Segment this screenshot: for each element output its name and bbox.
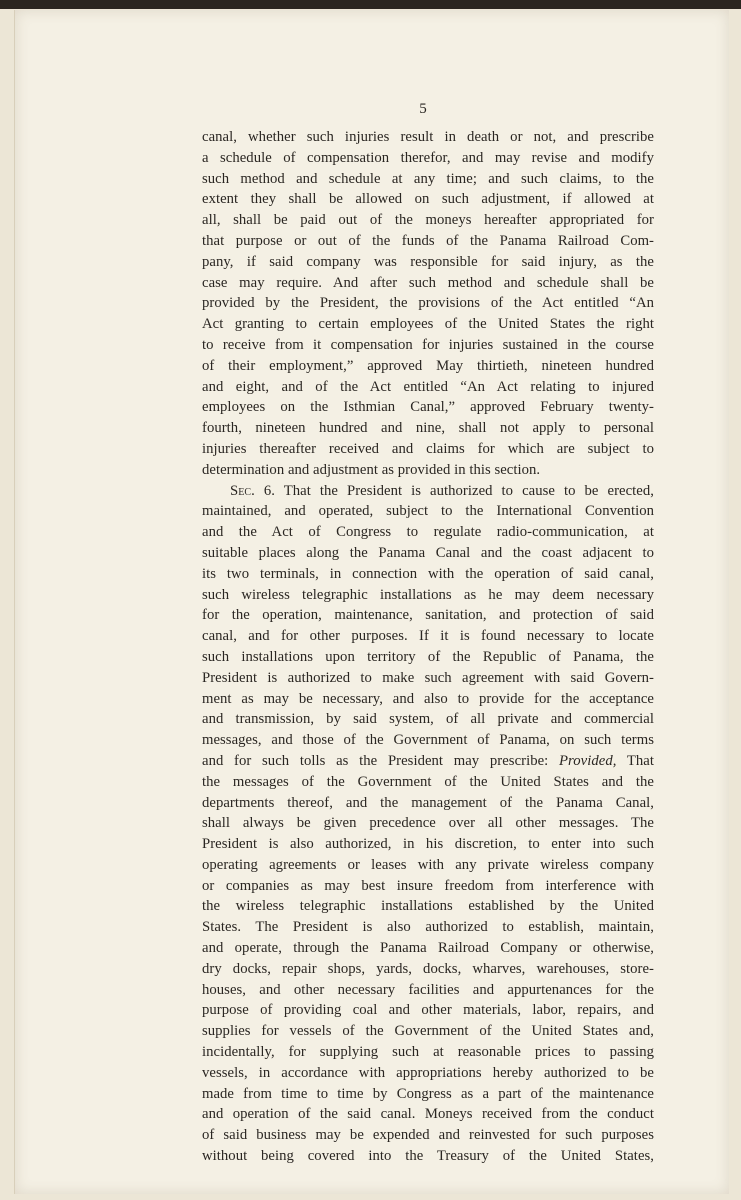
- text-line: President is also authorized, in his discretion, to enter into such: [202, 836, 654, 853]
- provided-line: [202, 751, 654, 772]
- scan-top-edge: [0, 0, 741, 9]
- text-line: made from time to time by Congress as a part of the maintenance: [202, 1085, 654, 1102]
- text-line: a schedule of compensation therefor, and may revise and modify: [202, 149, 654, 166]
- provided-line-before: and for such tolls as the President may prescribe:: [202, 752, 560, 769]
- text-line: or companies as may best insure freedom from interference with: [202, 877, 654, 894]
- text-line: dry docks, repair shops, yards, docks, wharves, warehouses, store-: [202, 960, 654, 977]
- text-line: and transmission, by said system, of all private and commercial: [202, 711, 654, 728]
- paragraph-continuation: [202, 127, 654, 481]
- text-line: shall always be given precedence over all other messages. The: [202, 815, 654, 832]
- text-line: provided by the President, the provisions of the Act entitled “An: [202, 295, 654, 312]
- text-line: and operation of the said canal. Moneys received from the conduct: [202, 1106, 654, 1123]
- text-line: of their employment,” approved May thirtieth, nineteen hundred: [202, 357, 654, 374]
- text-line: determination and adjustment as provided in this section.: [202, 461, 541, 478]
- text-line: such installations upon territory of the Republic of Panama, the: [202, 648, 654, 665]
- text-line: such wireless telegraphic installations as he may deem necessary: [202, 586, 654, 603]
- text-line: case may require. And after such method and schedule shall be: [202, 274, 654, 291]
- text-line: messages, and those of the Government of Panama, on such terms: [202, 732, 654, 749]
- text-line: vessels, in accordance with appropriations hereby authorized to be: [202, 1064, 654, 1081]
- page-number: 5: [419, 101, 427, 117]
- text-line: that purpose or out of the funds of the Panama Railroad Com-: [202, 232, 654, 249]
- text-line: its two terminals, in connection with the operation of said canal,: [202, 565, 654, 582]
- text-line: Act granting to certain employees of the United States the right: [202, 316, 654, 333]
- text-line: fourth, nineteen hundred and nine, shall not apply to personal: [202, 420, 654, 437]
- text-line: incidentally, for supplying such at reasonable prices to passing: [202, 1044, 654, 1061]
- text-line: States. The President is also authorized to establish, maintain,: [202, 919, 654, 936]
- text-line: operating agreements or leases with any private wireless company: [202, 856, 654, 873]
- text-line: such method and schedule at any time; and such claims, to the: [202, 170, 654, 187]
- section-line-text: 6. That the President is authorized to cause to be erected,: [254, 482, 654, 499]
- provided-line-after: That: [616, 752, 654, 769]
- text-line: of said business may be expended and reinvested for such purposes: [202, 1127, 654, 1144]
- text-line: and eight, and of the Act entitled “An Act relating to injured: [202, 378, 654, 395]
- text-line: departments thereof, and the management of the Panama Canal,: [202, 794, 654, 811]
- text-line: for the operation, maintenance, sanitation, and protection of said: [202, 607, 654, 624]
- text-line: suitable places along the Panama Canal and the coast adjacent to: [202, 544, 654, 561]
- text-line: purpose of providing coal and other materials, labor, repairs, and: [202, 1002, 654, 1019]
- text-line: to receive from it compensation for injuries sustained in the course: [202, 336, 654, 353]
- text-line: without being covered into the Treasury of the United States,: [202, 1148, 654, 1165]
- text-line: houses, and other necessary facilities and appurtenances for the: [202, 981, 654, 998]
- text-line: President is authorized to make such agreement with said Govern-: [202, 669, 654, 686]
- section-label: Sec.: [230, 482, 255, 499]
- text-line: the messages of the Government of the United States and the: [202, 773, 654, 790]
- body-text: [202, 127, 654, 1167]
- text-line: the wireless telegraphic installations established by the United: [202, 898, 654, 915]
- text-line: and operate, through the Panama Railroad Company or otherwise,: [202, 940, 654, 957]
- text-line: and the Act of Congress to regulate radio-communication, at: [202, 524, 654, 541]
- text-line: injuries thereafter received and claims for which are subject to: [202, 440, 654, 457]
- text-line: extent they shall be allowed on such adjustment, if allowed at: [202, 191, 654, 208]
- section-6-paragraph: [202, 481, 654, 1167]
- text-line: employees on the Isthmian Canal,” approved February twenty-: [202, 399, 654, 416]
- text-line: canal, whether such injuries result in death or not, and prescribe: [202, 129, 654, 145]
- provided-word: Provided,: [559, 752, 617, 769]
- text-line: supplies for vessels of the Government of the United States and,: [202, 1023, 654, 1040]
- text-line: maintained, and operated, subject to the International Convention: [202, 503, 654, 520]
- text-line: canal, and for other purposes. If it is found necessary to locate: [202, 628, 654, 645]
- section-heading-line: [202, 481, 654, 502]
- text-line: all, shall be paid out of the moneys hereafter appropriated for: [202, 212, 654, 229]
- text-line: ment as may be necessary, and also to provide for the acceptance: [202, 690, 654, 707]
- text-line: pany, if said company was responsible for said injury, as the: [202, 253, 654, 270]
